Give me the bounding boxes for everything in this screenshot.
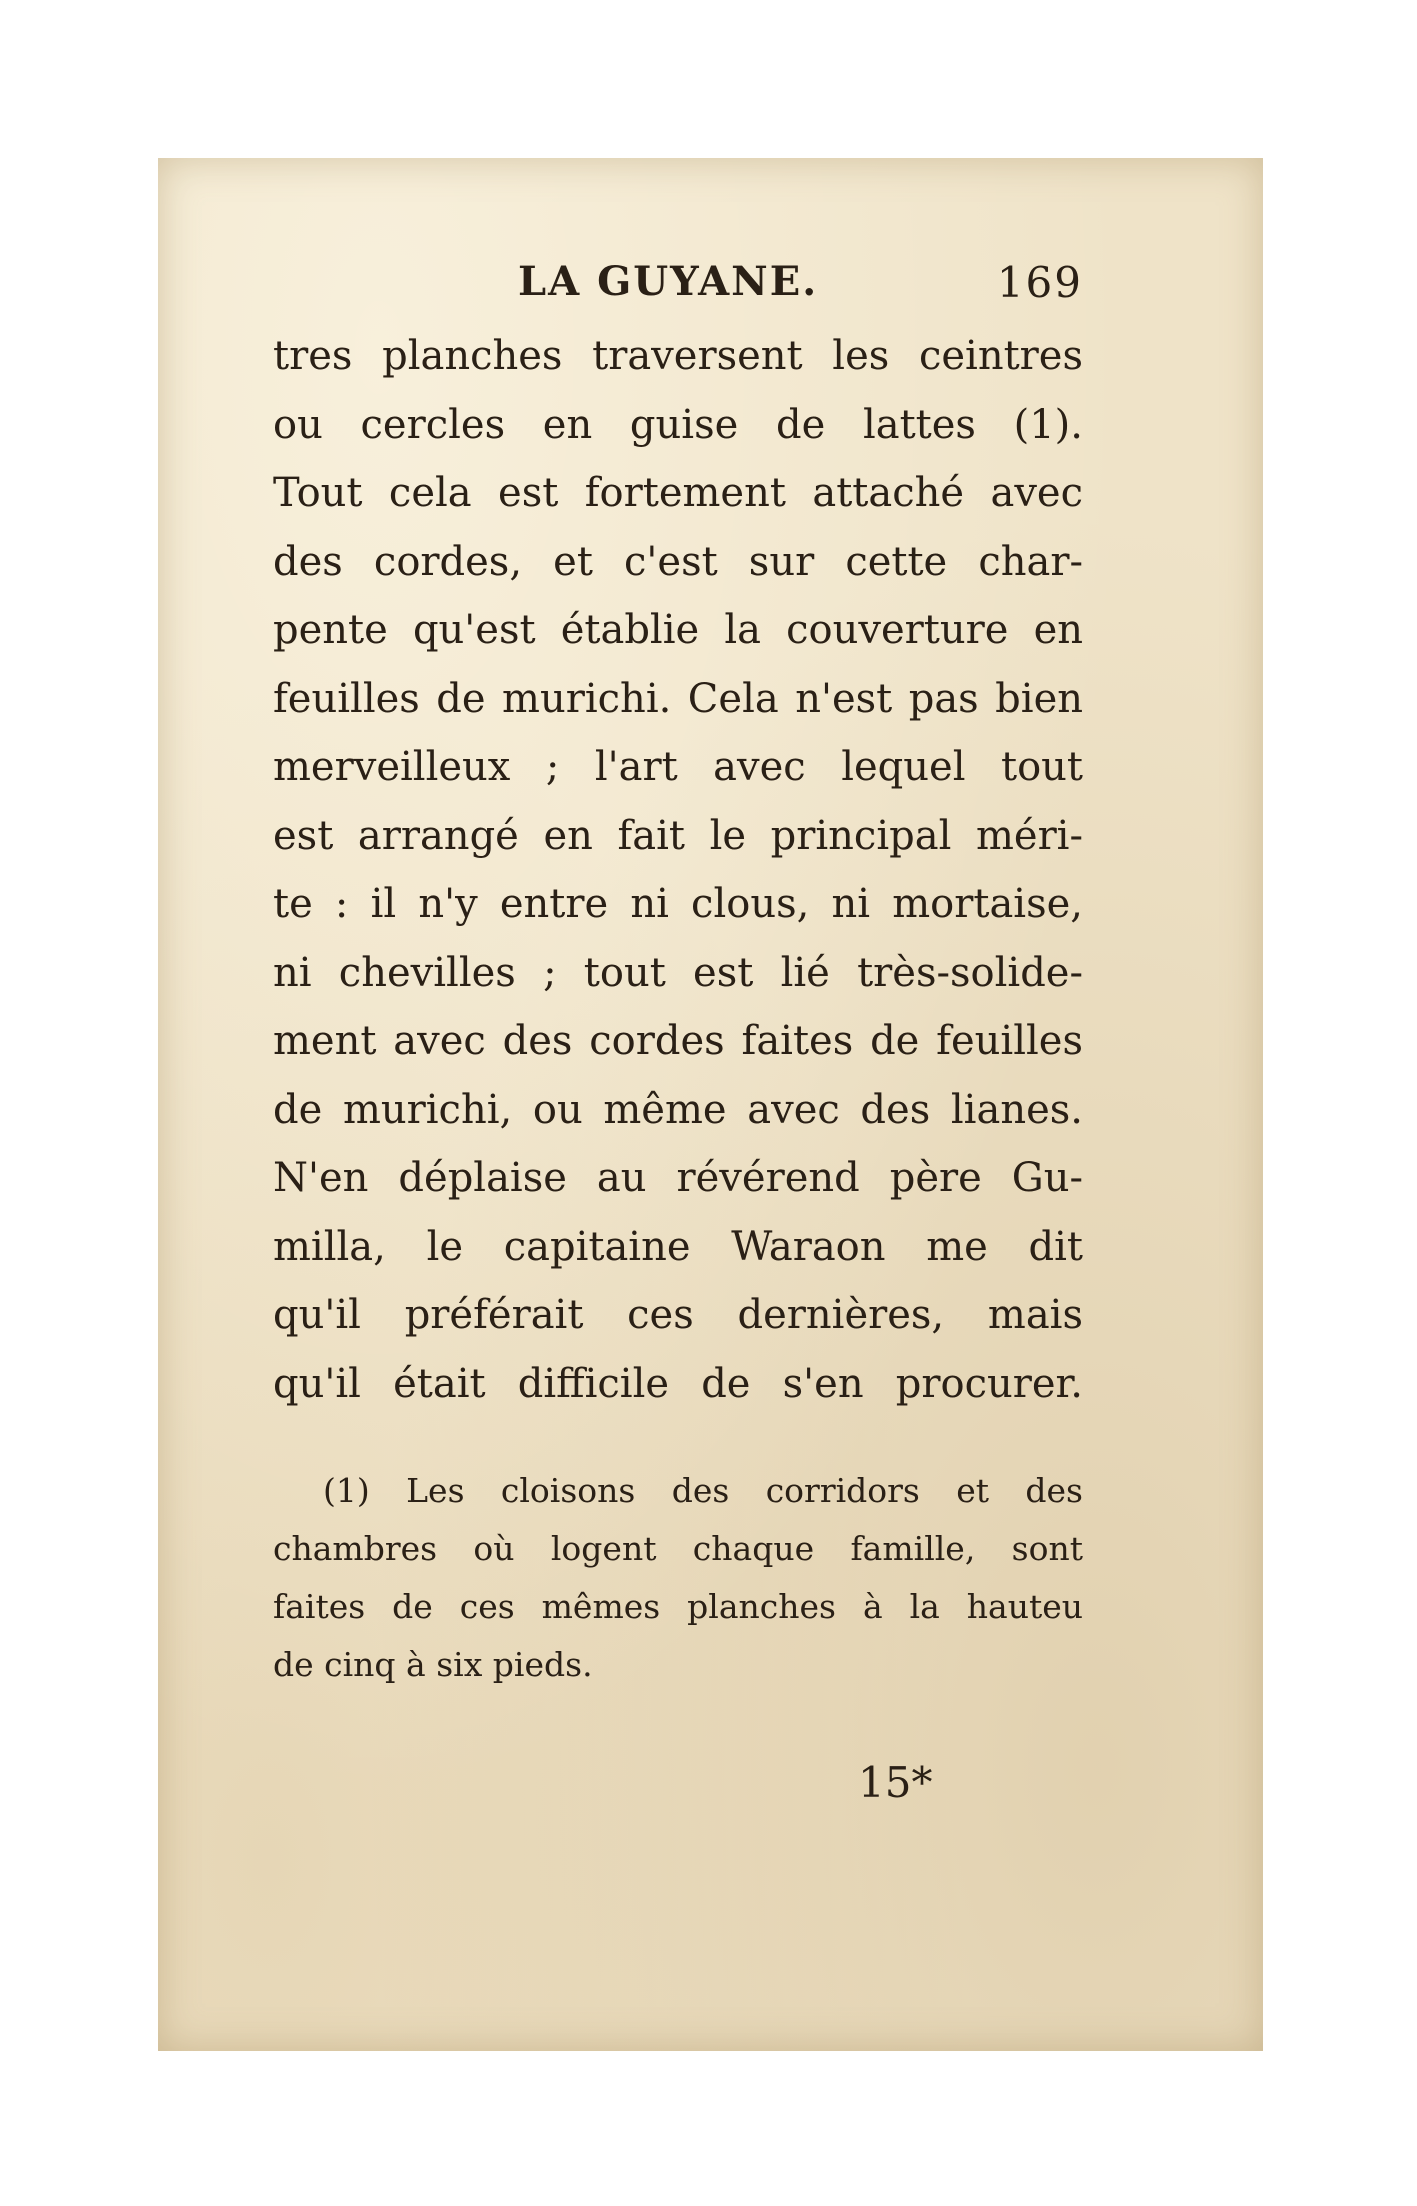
footnote-line: chambres où logent chaque famille, sont — [273, 1529, 1083, 1568]
footnote-line: (1) Les cloisons des corridors et des — [323, 1471, 1083, 1510]
page-number: 169 — [996, 258, 1083, 307]
body-line: N'en déplaise au révérend père Gu- — [273, 1155, 1083, 1201]
body-line: merveilleux ; l'art avec lequel tout — [273, 744, 1083, 790]
body-paragraph — [273, 322, 1083, 1418]
body-line: te : il n'y entre ni clous, ni mortaise, — [273, 881, 1083, 927]
body-line: qu'il préférait ces dernières, mais — [273, 1292, 1083, 1338]
signature-mark: 15* — [858, 1758, 933, 1807]
body-line: ou cercles en guise de lattes (1). — [273, 401, 1083, 448]
body-line: milla, le capitaine Waraon me dit — [273, 1223, 1083, 1270]
running-header — [273, 258, 1083, 322]
footnote-line: faites de ces mêmes planches à la hauteu — [273, 1587, 1083, 1626]
footnote-line: de cinq à six pieds. — [273, 1645, 593, 1684]
body-line: ment avec des cordes faites de feuilles — [273, 1018, 1083, 1064]
page-text — [273, 258, 1083, 1694]
footnote — [273, 1462, 1083, 1694]
body-line: Tout cela est fortement attaché avec — [273, 470, 1083, 516]
body-line: qu'il était difficile de s'en procurer. — [273, 1360, 1083, 1407]
body-line: feuilles de murichi. Cela n'est pas bien — [273, 675, 1083, 722]
body-line: tres planches traversent les ceintres — [273, 333, 1083, 379]
body-line: ni chevilles ; tout est lié très-solide- — [273, 949, 1083, 996]
body-line: de murichi, ou même avec des lianes. — [273, 1086, 1083, 1133]
body-line: des cordes, et c'est sur cette char- — [273, 538, 1083, 585]
running-title: LA GUYANE. — [518, 258, 819, 305]
body-line: est arrangé en fait le principal méri- — [273, 812, 1083, 859]
body-line: pente qu'est établie la couverture en — [273, 607, 1083, 653]
